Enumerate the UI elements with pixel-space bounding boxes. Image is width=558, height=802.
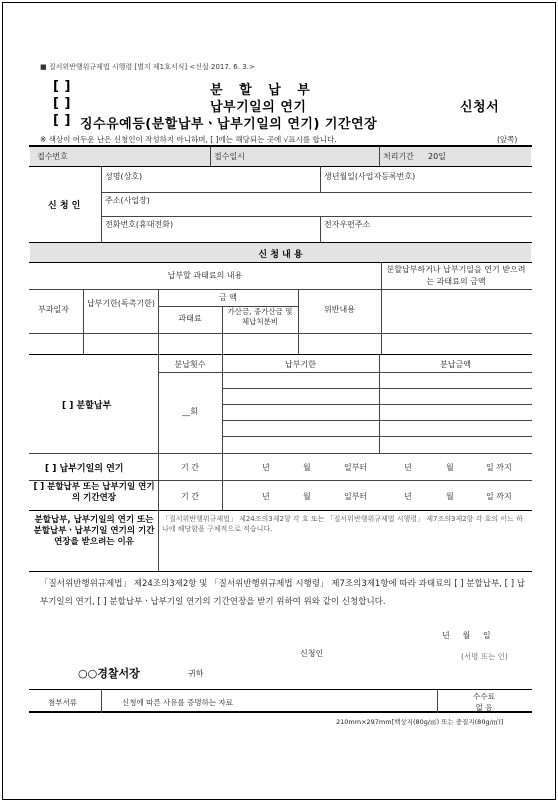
extension-month[interactable]: 월: [303, 492, 311, 501]
email-field[interactable]: 전자우편주소: [324, 220, 371, 229]
receipt-number-label: 접수번호: [37, 152, 68, 161]
title-bracket-3[interactable]: [ ]: [53, 113, 71, 128]
attachment-content: 신청에 따른 사유를 증명하는 자료: [122, 698, 233, 707]
col-deadline: 납부기한(독촉기한): [86, 299, 156, 308]
postpone-month[interactable]: 월: [303, 463, 311, 472]
sign-note[interactable]: (서명 또는 인): [461, 652, 508, 661]
title-bracket-2[interactable]: [ ]: [53, 96, 71, 111]
installment-amount-header: 분납금액: [440, 360, 471, 369]
reason-label: 분할납부, 납부기일의 연기 또는 분할납부ㆍ납부기일 연기의 기간연장을 받으려는 이유: [33, 515, 155, 547]
postpone-period-label: 기 간: [181, 463, 199, 472]
paper-spec: 210mm×297mm[백상지(80g/㎡) 또는 중질지(80g/㎡)]: [336, 718, 504, 726]
col-amount: 금 액: [219, 293, 237, 302]
recipient-honorific: 귀하: [188, 669, 204, 678]
receipt-date-label: 접수일시: [214, 152, 245, 161]
postpone-month-to[interactable]: 월: [446, 463, 454, 472]
postpone-day-to[interactable]: 일 까지: [486, 463, 512, 472]
title-line-extension: 징수유예등(분할납부ㆍ납부기일의 연기) 기간연장: [80, 117, 378, 132]
col-fine: 과태료: [178, 314, 202, 323]
postpone-checkbox[interactable]: [ ] 납부기일의 연기: [45, 464, 124, 474]
police-station-name: ○○경찰서장: [78, 667, 140, 680]
processing-period-value: 20일: [428, 152, 446, 161]
installment-count-header: 분납횟수: [174, 360, 206, 369]
fine-info-label: 납부할 과태료의 내용: [167, 271, 243, 280]
name-field[interactable]: 성명(상호): [105, 172, 143, 181]
fee-value: 없 음: [475, 703, 493, 712]
extension-month-to[interactable]: 월: [446, 492, 454, 501]
extension-period-label: 기 간: [181, 492, 199, 501]
postpone-year[interactable]: 년: [262, 463, 270, 472]
extension-checkbox[interactable]: [ ] 분할납부 또는 납부기일 연기의 기간연장: [33, 482, 155, 503]
fee-label: 수수료: [473, 692, 495, 701]
processing-period-label: 처리기간: [383, 152, 414, 161]
postpone-day-from[interactable]: 일부터: [344, 463, 368, 472]
postpone-year-to[interactable]: 년: [404, 463, 412, 472]
col-extra-charges: 가산금, 중가산금 및 체납처분비: [227, 307, 293, 326]
phone-field[interactable]: 전화번호(휴대전화): [105, 220, 174, 229]
applicant-signature-label: 신청인: [300, 649, 324, 658]
title-bracket-1[interactable]: [ ]: [53, 79, 71, 94]
extension-year[interactable]: 년: [262, 492, 270, 501]
extension-day-to[interactable]: 일 까지: [486, 492, 512, 501]
applicant-section-label: 신 청 인: [48, 201, 81, 211]
title-suffix: 신청서: [460, 100, 500, 115]
col-violation: 위반내용: [324, 305, 355, 314]
instruction-note: ※ 색상이 어두운 난은 신청인이 작성하지 아니하며, [ ]에는 해당되는 곳에 √표시를 합니다.: [40, 135, 337, 144]
installment-checkbox[interactable]: [ ] 분할납부: [62, 401, 112, 411]
col-imposed-date: 부과일자: [38, 305, 69, 314]
page-mark: (앞쪽): [497, 135, 518, 144]
installment-count-value[interactable]: __회: [182, 407, 198, 416]
title-line-installment: 분 할 납 부: [210, 83, 316, 98]
reason-note[interactable]: 「질서위반행위규제법」 제24조의3제2항 각 호 또는 「질서위반행위규제법 시행령」 제7조의3제2항 각 호의 어느 하나에 해당함을 구체적으로 적습니다.: [162, 515, 523, 533]
application-statement: 「질서위반행위규제법」 제24조의3제2항 및 「질서위반행위규제법 시행령」 제7조의3제1항에 따라 과태료의 [ ] 분할납부, [ ] 납부기일의 연기, [ ] 분할납부ㆍ납부기일 연기의 기간연장을 받기 위하여 위와 같이 신청합니다.: [40, 579, 525, 607]
target-amount-label: 분할납부하거나 납부기일을 연기 받으려는 과태료의 금액: [386, 265, 526, 286]
form-frame: [29, 145, 532, 713]
title-line-postpone: 납부기일의 연기: [210, 100, 307, 115]
extension-year-to[interactable]: 년: [404, 492, 412, 501]
signature-date[interactable]: 년 월 일: [442, 631, 491, 640]
birth-field[interactable]: 생년월일(사업자등록번호): [324, 172, 416, 181]
legal-basis-note: ■ 질서위반행위규제법 시행령 [별지 제1호서식] <신설 2017. 6. 3.>: [40, 63, 255, 71]
attachment-label: 첨부서류: [48, 698, 77, 707]
address-field[interactable]: 주소(사업장): [105, 196, 150, 205]
installment-deadline-header: 납부기한: [285, 360, 316, 369]
receipt-row: [30, 147, 531, 166]
extension-day-from[interactable]: 일부터: [344, 492, 368, 501]
application-section-label: 신 청 내 용: [258, 250, 303, 260]
